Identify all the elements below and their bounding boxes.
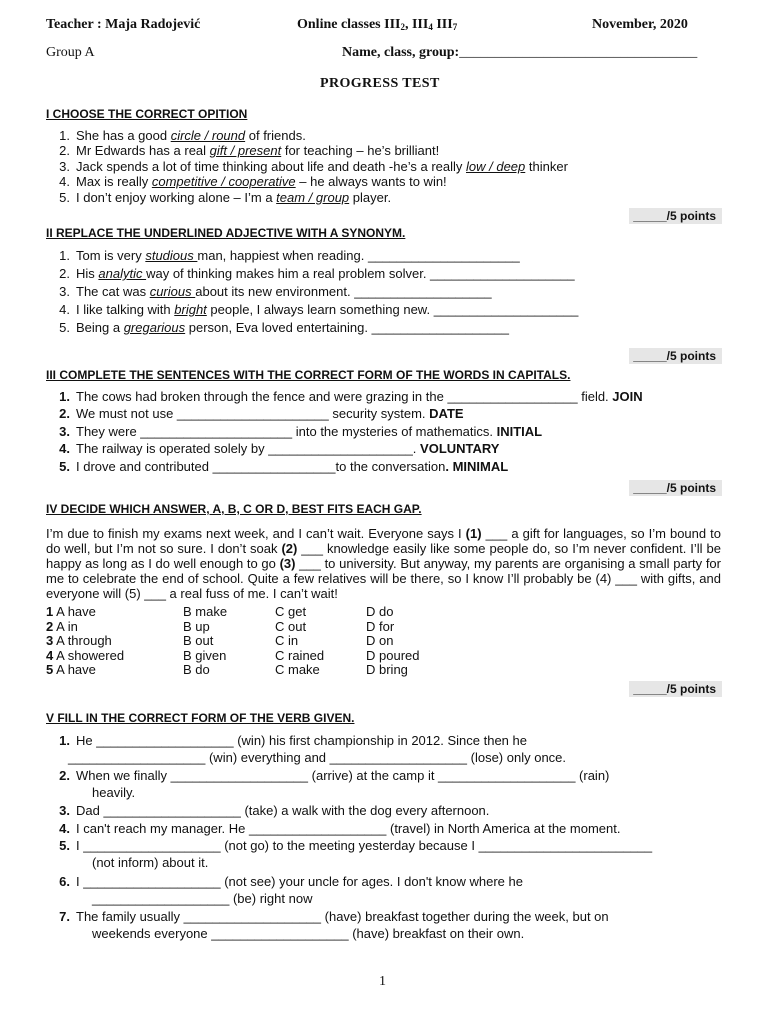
section-1-points: _____/5 points [629, 208, 722, 224]
s5-item-6: 6. I ___________________ (not see) your uncle for ages. I don't know where he [59, 874, 523, 889]
s5-item-7-cont: weekends everyone ___________________ (have) breakfast on their own. [92, 926, 525, 941]
section-2-heading: II REPLACE THE UNDERLINED ADJECTIVE WITH A SYNONYM. [46, 226, 406, 240]
s5-item-3: 3. Dad ___________________ (take) a walk with the dog every afternoon. [59, 803, 490, 818]
online-classes: Online classes $III_2$, $III_4$ $III_7$ [297, 17, 458, 32]
s3-item-2: 2. We must not use _____________________ security system. DATE [59, 406, 464, 421]
s3-item-1: 1. The cows had broken through the fence and were grazing in the __________________ field. JOIN [59, 389, 643, 404]
s5-item-7: 7. The family usually ___________________ (have) breakfast together during the week, but on [59, 909, 609, 924]
section-5-heading: V FILL IN THE CORRECT FORM OF THE VERB GIVEN. [46, 711, 355, 725]
s1-item-1: 1. She has a good circle / round of friends. [59, 128, 306, 143]
s5-item-2-cont: heavily. [92, 785, 136, 800]
section-2-points: _____/5 points [629, 348, 722, 364]
s1-item-4: 4. Max is really competitive / cooperative – he always wants to win! [59, 174, 447, 189]
s3-item-3: 3. They were _____________________ into the mysteries of mathematics. INITIAL [59, 424, 543, 439]
s5-item-5-cont: (not inform) about it. [92, 855, 209, 870]
s5-item-4: 4. I can't reach my manager. He ___________________ (travel) in North America at the moment. [59, 821, 621, 836]
s1-item-2: 2. Mr Edwards has a real gift / present for teaching – he’s brilliant! [59, 143, 440, 158]
s2-item-1: 1. Tom is very studious man, happiest when reading. _____________________ [59, 248, 520, 263]
s3-item-4: 4. The railway is operated solely by ____________________. VOLUNTARY [59, 441, 500, 456]
name-class-group-field[interactable]: Name, class, group:__________________________________ [342, 45, 698, 60]
section-3-heading: III COMPLETE THE SENTENCES WITH THE CORRECT FORM OF THE WORDS IN CAPITALS. [46, 368, 571, 382]
s5-item-6-cont: ___________________ (be) right now [92, 891, 313, 906]
s5-item-1: 1. He ___________________ (win) his first championship in 2012. Since then he [59, 733, 527, 748]
teacher-name: Teacher : Maja Radojević [46, 17, 201, 32]
section-4-heading: IV DECIDE WHICH ANSWER, A, B, C OR D, BEST FITS EACH GAP. [46, 502, 422, 516]
section-4-points: _____/5 points [629, 681, 722, 697]
s2-item-2: 2. His analytic way of thinking makes him a real problem solver. ____________________ [59, 266, 575, 281]
s4-options: 1 A have B make C get D do 2 A in B up C out D for 3 A through B out C in D on 4 A showered B given C rained D poured 5 A have B do C make D bring [46, 604, 420, 677]
s2-item-5: 5. Being a gregarious person, Eva loved entertaining. ___________________ [59, 320, 509, 335]
s2-item-4: 4. I like talking with bright people, I always learn something new. ____________________ [59, 302, 579, 317]
section-1-heading: I CHOOSE THE CORRECT OPITION [46, 107, 248, 121]
s5-item-1-cont: ___________________ (win) everything and ___________________ (lose) only once. [68, 750, 567, 765]
s3-item-5: 5. I drove and contributed _________________to the conversation. MINIMAL [59, 459, 509, 474]
s4-paragraph: I’m due to finish my exams next week, and I can’t wait. Everyone says I (1) ___ a gift for languages, so I’m bound to do well, but I’m not so sure. I don’t soak (2) ___ knowledge easily like some people do, so I’m never confident. I’ll be happy as long as I do well enough to go (3) ___ to university. But anyway, my parents are organising a small party for me to celebrate the end of school. Quite a few relatives will be there, so I know I’ll probably be (4) ___ with gifts, and everyone will (5) ___ a real fuss of me. I can’t wait! [46, 526, 721, 601]
test-date: November, 2020 [592, 17, 688, 32]
s1-item-3: 3. Jack spends a lot of time thinking about life and death -he’s a really low / deep thinker [59, 159, 568, 174]
page-number: 1 [379, 974, 386, 989]
s5-item-2: 2. When we finally ___________________ (arrive) at the camp it ___________________ (rain) [59, 768, 610, 783]
section-3-points: _____/5 points [629, 480, 722, 496]
s2-item-3: 3. The cat was curious about its new environment. ___________________ [59, 284, 492, 299]
s5-item-5: 5. I ___________________ (not go) to the meeting yesterday because I ________________________ [59, 838, 653, 853]
s1-item-5: 5. I don’t enjoy working alone – I’m a team / group player. [59, 190, 392, 205]
page-title: PROGRESS TEST [320, 76, 440, 91]
group-label: Group A [46, 45, 95, 60]
